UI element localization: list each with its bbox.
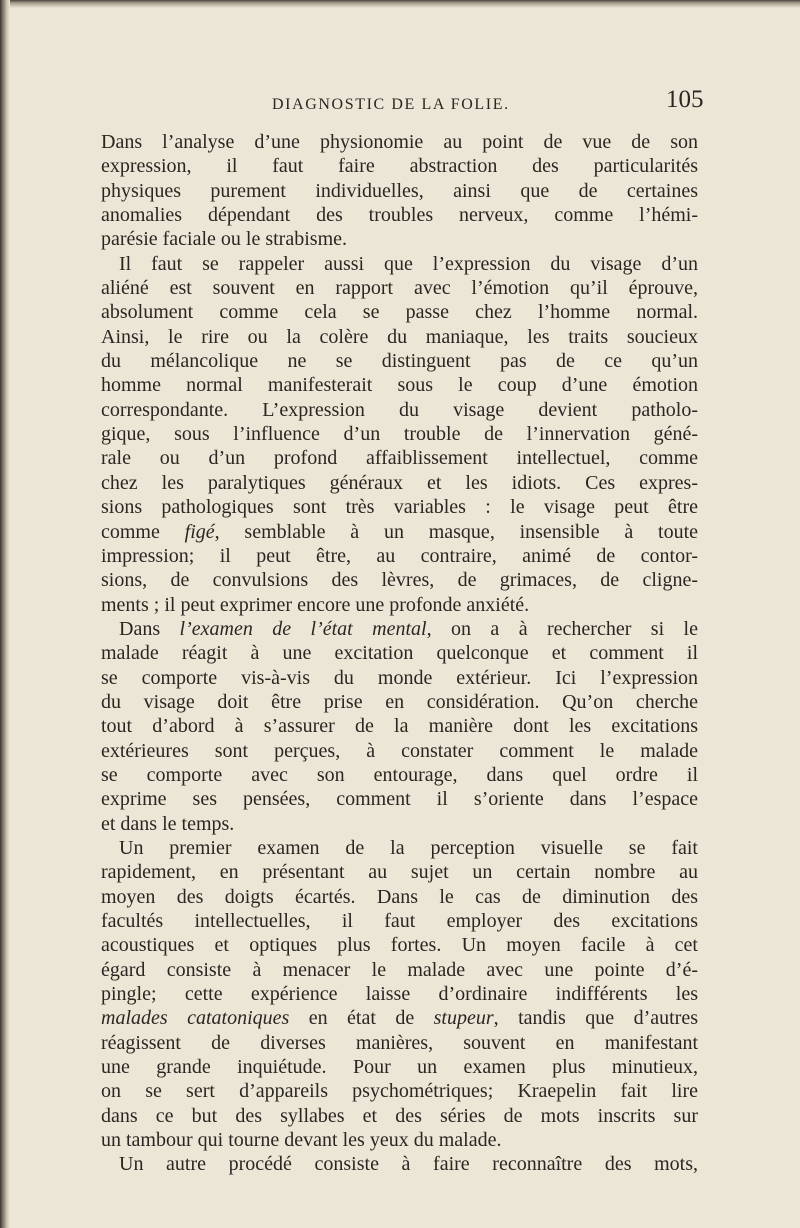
text-line: Un premier examen de la perception visuelle se fait (119, 836, 698, 859)
body-text (101, 130, 698, 1177)
running-head: DIAGNOSTIC DE LA FOLIE. (272, 96, 510, 113)
text-line: rapidement, en présentant au sujet un certain nombre au (101, 861, 698, 884)
text-line: malade réagit à une excitation quelconque et comment il (101, 642, 698, 665)
text-line: Ainsi, le rire ou la colère du maniaque, les traits soucieux (101, 325, 698, 348)
text-line: sions, de convulsions des lèvres, de grimaces, de cligne- (101, 569, 698, 592)
text-line: extérieures sont perçues, à constater comment le malade (101, 739, 698, 762)
text-line: dans ce but des syllabes et des séries de mots inscrits sur (101, 1104, 698, 1127)
text-line: se comporte avec son entourage, dans quel ordre il (101, 763, 698, 786)
text-line: correspondante. L’expression du visage devient patholo- (101, 398, 698, 421)
text-line: tout d’abord à s’assurer de la manière dont les excitations (101, 715, 698, 738)
text-line: réagissent de diverses manières, souvent en manifestant (101, 1031, 698, 1054)
text-line: une grande inquiétude. Pour un examen plus minutieux, (101, 1056, 698, 1079)
page-top-shadow (0, 0, 800, 8)
text-line: homme normal manifesterait sous le coup d’une émotion (101, 374, 698, 397)
text-line: moyen des doigts écartés. Dans le cas de diminution des (101, 885, 698, 908)
text-line: du visage doit être prise en considération. Qu’on cherche (101, 690, 698, 713)
text-line: acoustiques et optiques plus fortes. Un moyen facile à cet (101, 934, 698, 957)
text-line: gique, sous l’influence d’un trouble de l’innervation géné- (101, 423, 698, 446)
text-line: Un autre procédé consiste à faire reconnaître des mots, (119, 1153, 698, 1176)
text-line: chez les paralytiques généraux et les idiots. Ces expres- (101, 471, 698, 494)
text-line: facultés intellectuelles, il faut employer des excitations (101, 910, 698, 932)
text-line: malades catatoniques en état de stupeur, tandis que d’autres (101, 1007, 698, 1030)
text-line: absolument comme cela se passe chez l’homme normal. (101, 301, 698, 324)
text-line: expression, il faut faire abstraction des particularités (101, 155, 698, 178)
text-line: ments ; il peut exprimer encore une profonde anxiété. (101, 593, 530, 616)
italic-term: malades catatoniques (101, 1007, 290, 1030)
text-line: et dans le temps. (101, 812, 235, 835)
text-line: un tambour qui tourne devant les yeux du malade. (101, 1129, 502, 1152)
text-line: physiques purement individuelles, ainsi que de certaines (101, 179, 698, 202)
text-line: sions pathologiques sont très variables : le visage peut être (101, 496, 698, 519)
page-number: 105 (666, 86, 704, 113)
text-line: Dans l’examen de l’état mental, on a à rechercher si le (119, 617, 698, 640)
text-line: Dans l’analyse d’une physionomie au point de vue de son (101, 131, 698, 153)
book-spine-edge (0, 0, 10, 1228)
italic-term: stupeur (433, 1007, 494, 1030)
italic-term: l’examen de l’état mental (179, 617, 427, 640)
text-line: rale ou d’un profond affaiblissement intellectuel, comme (101, 447, 698, 470)
text-line: du mélancolique ne se distinguent pas de ce qu’un (101, 350, 698, 373)
text-line: exprime ses pensées, comment il s’oriente dans l’espace (101, 788, 698, 811)
text-line: anomalies dépendant des troubles nerveux, comme l’hémi- (101, 204, 698, 227)
text-line: on se sert d’appareils psychométriques; Kraepelin fait lire (101, 1080, 698, 1103)
text-line: aliéné est souvent en rapport avec l’émotion qu’il éprouve, (101, 277, 698, 300)
text-line: se comporte vis-à-vis du monde extérieur. Ici l’expression (101, 666, 698, 689)
page-header (0, 86, 800, 116)
text-line: comme figé, semblable à un masque, insensible à toute (101, 520, 698, 543)
italic-term: figé (184, 520, 215, 543)
text-line: parésie faciale ou le strabisme. (101, 228, 347, 251)
text-line: Il faut se rappeler aussi que l’expression du visage d’un (119, 252, 698, 275)
text-line: impression; il peut être, au contraire, animé de contor- (101, 544, 698, 567)
text-line: pingle; cette expérience laisse d’ordinaire indifférents les (101, 983, 698, 1006)
text-line: égard consiste à menacer le malade avec une pointe d’é- (101, 958, 698, 981)
